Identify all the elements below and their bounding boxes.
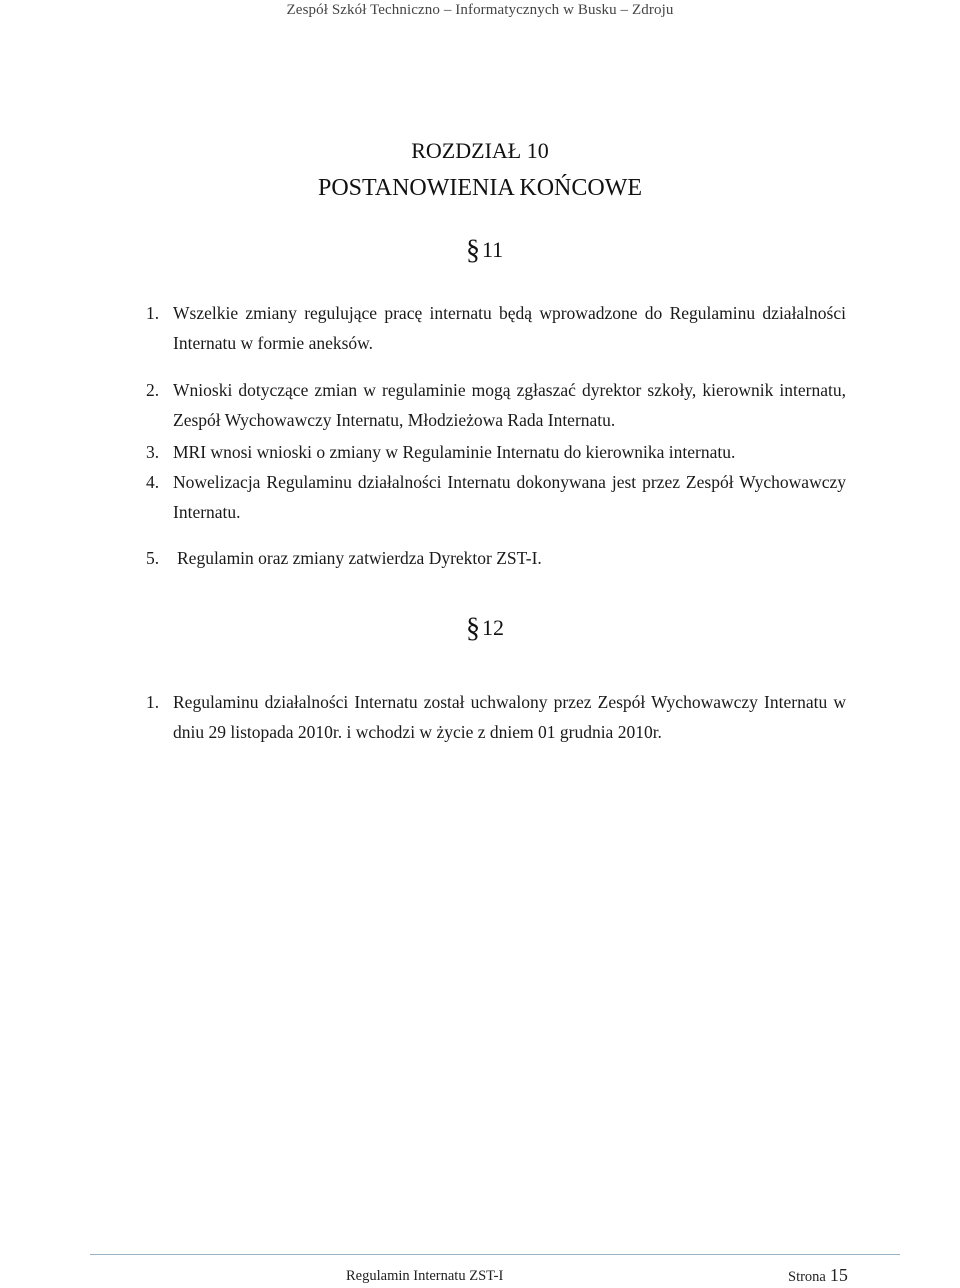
section-heading-11 xyxy=(466,234,503,265)
list-item-text: MRI wnosi wnioski o zmiany w Regulaminie Internatu do kierownika internatu. xyxy=(173,442,736,462)
list-item-text: Regulaminu działalności Internatu został uchwalony przez Zespół Wychowawczy Internatu w dniu 29 listopada 2010r. i wchodzi w życie z dniem 01 grudnia 2010r. xyxy=(173,692,846,742)
list-item-text: Nowelizacja Regulaminu działalności Internatu dokonywana jest przez Zespół Wychowawczy Internatu. xyxy=(173,472,846,522)
page-number xyxy=(788,1264,848,1288)
list-item-number: 5. xyxy=(146,548,160,568)
list-item xyxy=(146,298,846,358)
chapter-number: ROZDZIAŁ 10 xyxy=(411,138,549,163)
list-item-number: 2. xyxy=(146,380,160,400)
footer-divider xyxy=(90,1254,900,1255)
page-label: Strona xyxy=(788,1269,826,1285)
section-number: 12 xyxy=(482,615,504,640)
section-symbol: § xyxy=(466,613,480,644)
footer-document-title: Regulamin Internatu ZST-I xyxy=(346,1268,504,1284)
list-item-text: Wnioski dotyczące zmian w regulaminie mogą zgłaszać dyrektor szkoły, kierownik internatu, Zespół Wychowawczy Internatu, Młodzieżowa Rada Internatu. xyxy=(173,380,846,430)
list-item-number: 4. xyxy=(146,472,160,492)
page-header: Zespół Szkół Techniczno – Informatycznych w Busku – Zdroju xyxy=(286,2,674,18)
list-item-number: 1. xyxy=(146,692,160,712)
page-number-value: 15 xyxy=(829,1265,848,1285)
section-number: 11 xyxy=(482,237,504,262)
section-symbol: § xyxy=(466,235,480,266)
list-item-text: Regulamin oraz zmiany zatwierdza Dyrektor ZST-I. xyxy=(177,548,542,568)
list-item xyxy=(146,375,846,435)
chapter-title: POSTANOWIENIA KOŃCOWE xyxy=(317,175,643,201)
list-item xyxy=(146,687,846,747)
section-heading-12 xyxy=(466,612,504,643)
list-item-number: 1. xyxy=(146,303,160,323)
list-item xyxy=(146,437,846,467)
list-item-text: Wszelkie zmiany regulujące pracę internatu będą wprowadzone do Regulaminu działalności Internatu w formie aneksów. xyxy=(173,303,846,353)
list-item xyxy=(146,467,846,527)
list-item xyxy=(146,543,846,573)
list-item-number: 3. xyxy=(146,442,160,462)
